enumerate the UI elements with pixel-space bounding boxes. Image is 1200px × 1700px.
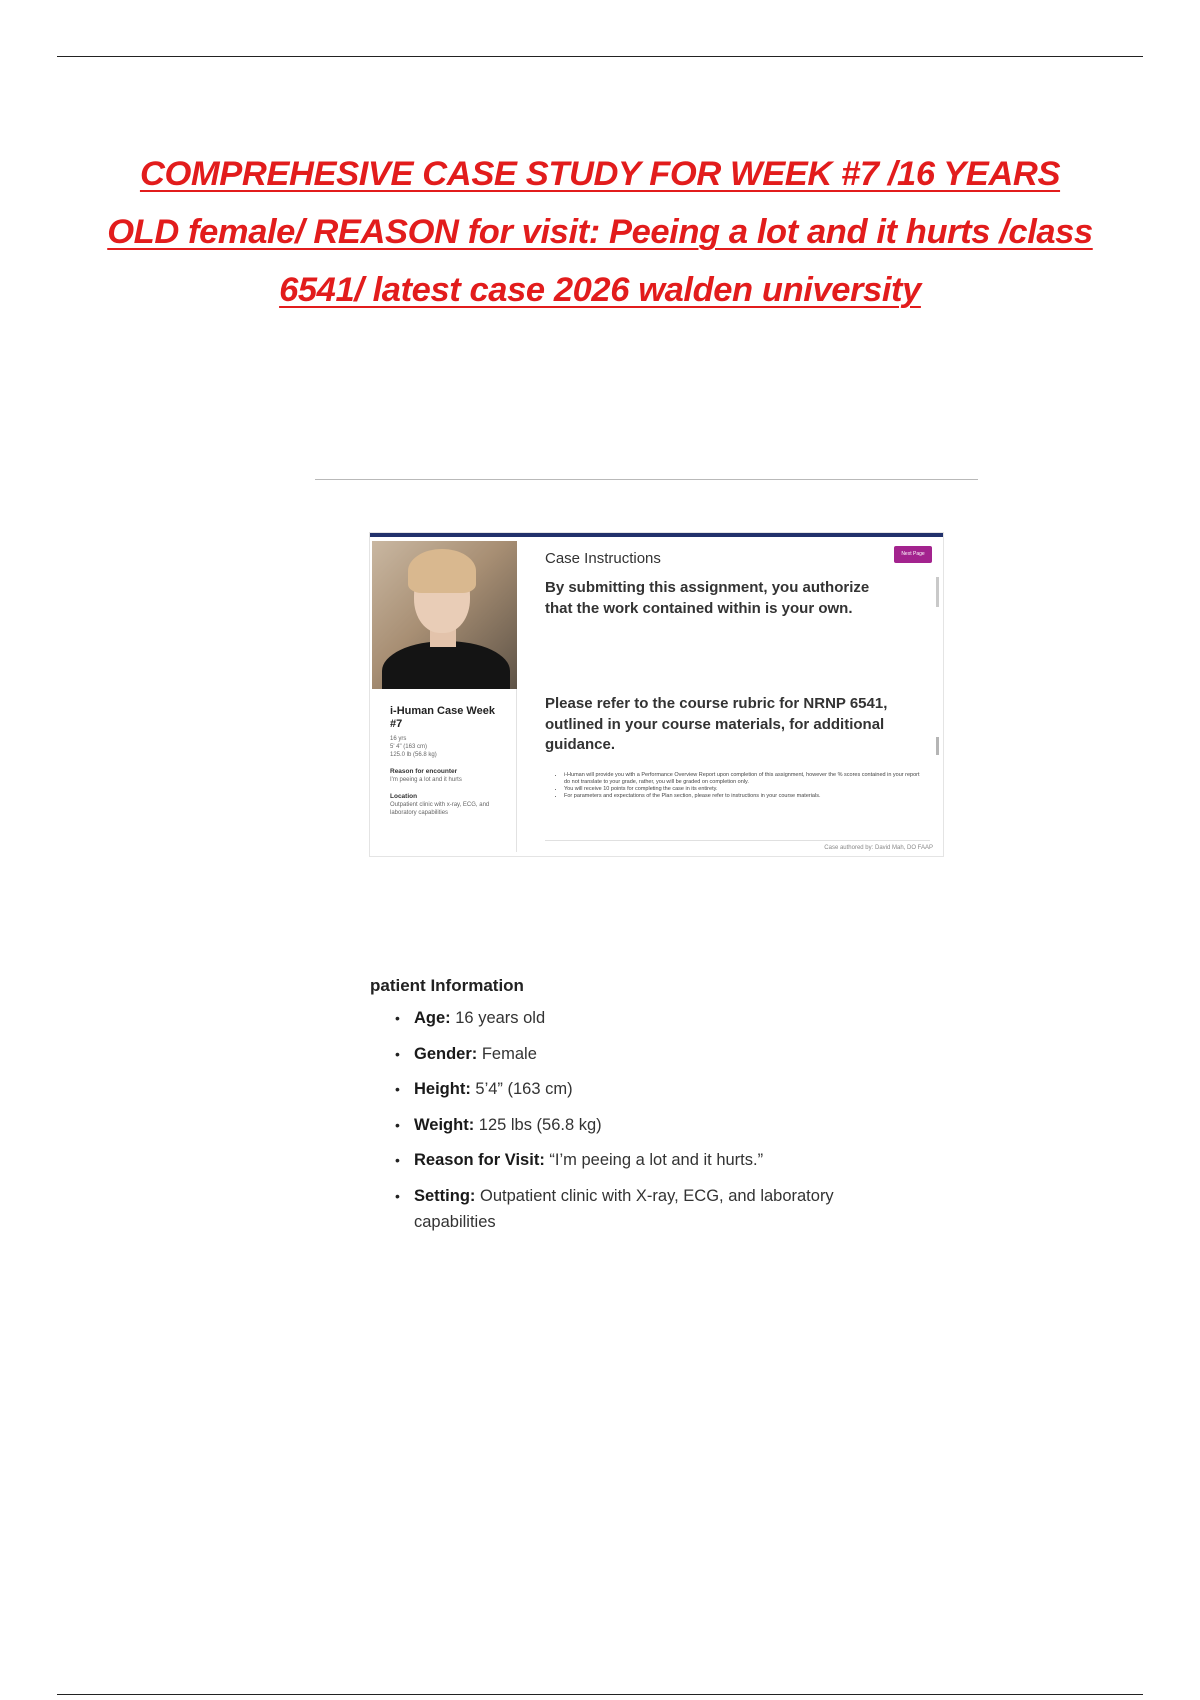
case-instructions-heading: Case Instructions [545,550,661,567]
list-item [395,1112,895,1138]
case-title: i-Human Case Week #7 [390,705,495,730]
list-item [395,1041,895,1067]
item-value: 16 years old [450,1009,546,1027]
case-screenshot [370,533,943,856]
item-value: “I’m peeing a lot and it hurts.” [544,1151,764,1169]
scrollbar-thumb-lower[interactable] [936,737,939,755]
item-label: Height: [414,1080,471,1098]
instruction-bullet: • For parameters and expectations of the Plan section, please refer to instructions in your course materials. [564,793,926,800]
patient-information-heading: patient Information [370,976,524,995]
item-label: Gender: [414,1044,478,1063]
patient-information-list [395,1005,895,1244]
next-page-button[interactable]: Next Page [894,546,932,563]
rubric-paragraph: Please refer to the course rubric for NRNP 6541, outlined in your course materials, for additional guidance. [545,695,888,753]
item-value: 5’4” (163 cm) [470,1080,573,1098]
case-summary-panel [372,689,517,852]
list-item [395,1147,895,1173]
item-label: Reason for Visit: [414,1151,545,1169]
item-label: Setting: [414,1186,476,1205]
case-weight: 125.0 lb (56.8 kg) [390,752,437,758]
case-height: 5' 4" (163 cm) [390,744,427,750]
top-rule [57,56,1143,57]
patient-photo [372,541,517,689]
authorization-paragraph: By submitting this assignment, you authorize that the work contained within is your own. [545,579,870,617]
location-label: Location [390,793,418,800]
list-item [395,1076,895,1102]
case-age: 16 yrs [390,736,407,742]
reason-value: I'm peeing a lot and it hurts [390,777,462,783]
instructions-divider [545,840,930,841]
document-title: COMPREHESIVE CASE STUDY FOR WEEK #7 /16 YEARS OLD female/ REASON for visit: Peeing a lot and it hurts /class 6541/ latest case 2026 walden university [107,155,1093,309]
section-divider [315,479,978,480]
item-label: Age: [414,1009,451,1027]
item-value: Outpatient clinic with X-ray, ECG, and laboratory capabilities [414,1186,834,1231]
instruction-bullets [558,772,926,800]
instruction-bullet: • You will receive 10 points for completing the case in its entirety. [564,786,926,793]
item-value: Female [477,1044,537,1063]
list-item [395,1005,895,1031]
case-author: Case authored by: David Mah, DO FAAP [824,845,933,851]
scrollbar-thumb[interactable] [936,577,939,607]
reason-label: Reason for encounter [390,768,458,775]
item-label: Weight: [414,1115,475,1134]
list-item [395,1183,895,1235]
item-value: 125 lbs (56.8 kg) [474,1115,602,1134]
bottom-rule [57,1694,1143,1695]
location-value: Outpatient clinic with x-ray, ECG, and laboratory capabilities [390,802,490,816]
instruction-bullet: • i-Human will provide you with a Performance Overview Report upon completion of this assignment, however the % scores contained in your report do not translate to your grade, rather, you will be graded on completion only. [564,772,926,786]
